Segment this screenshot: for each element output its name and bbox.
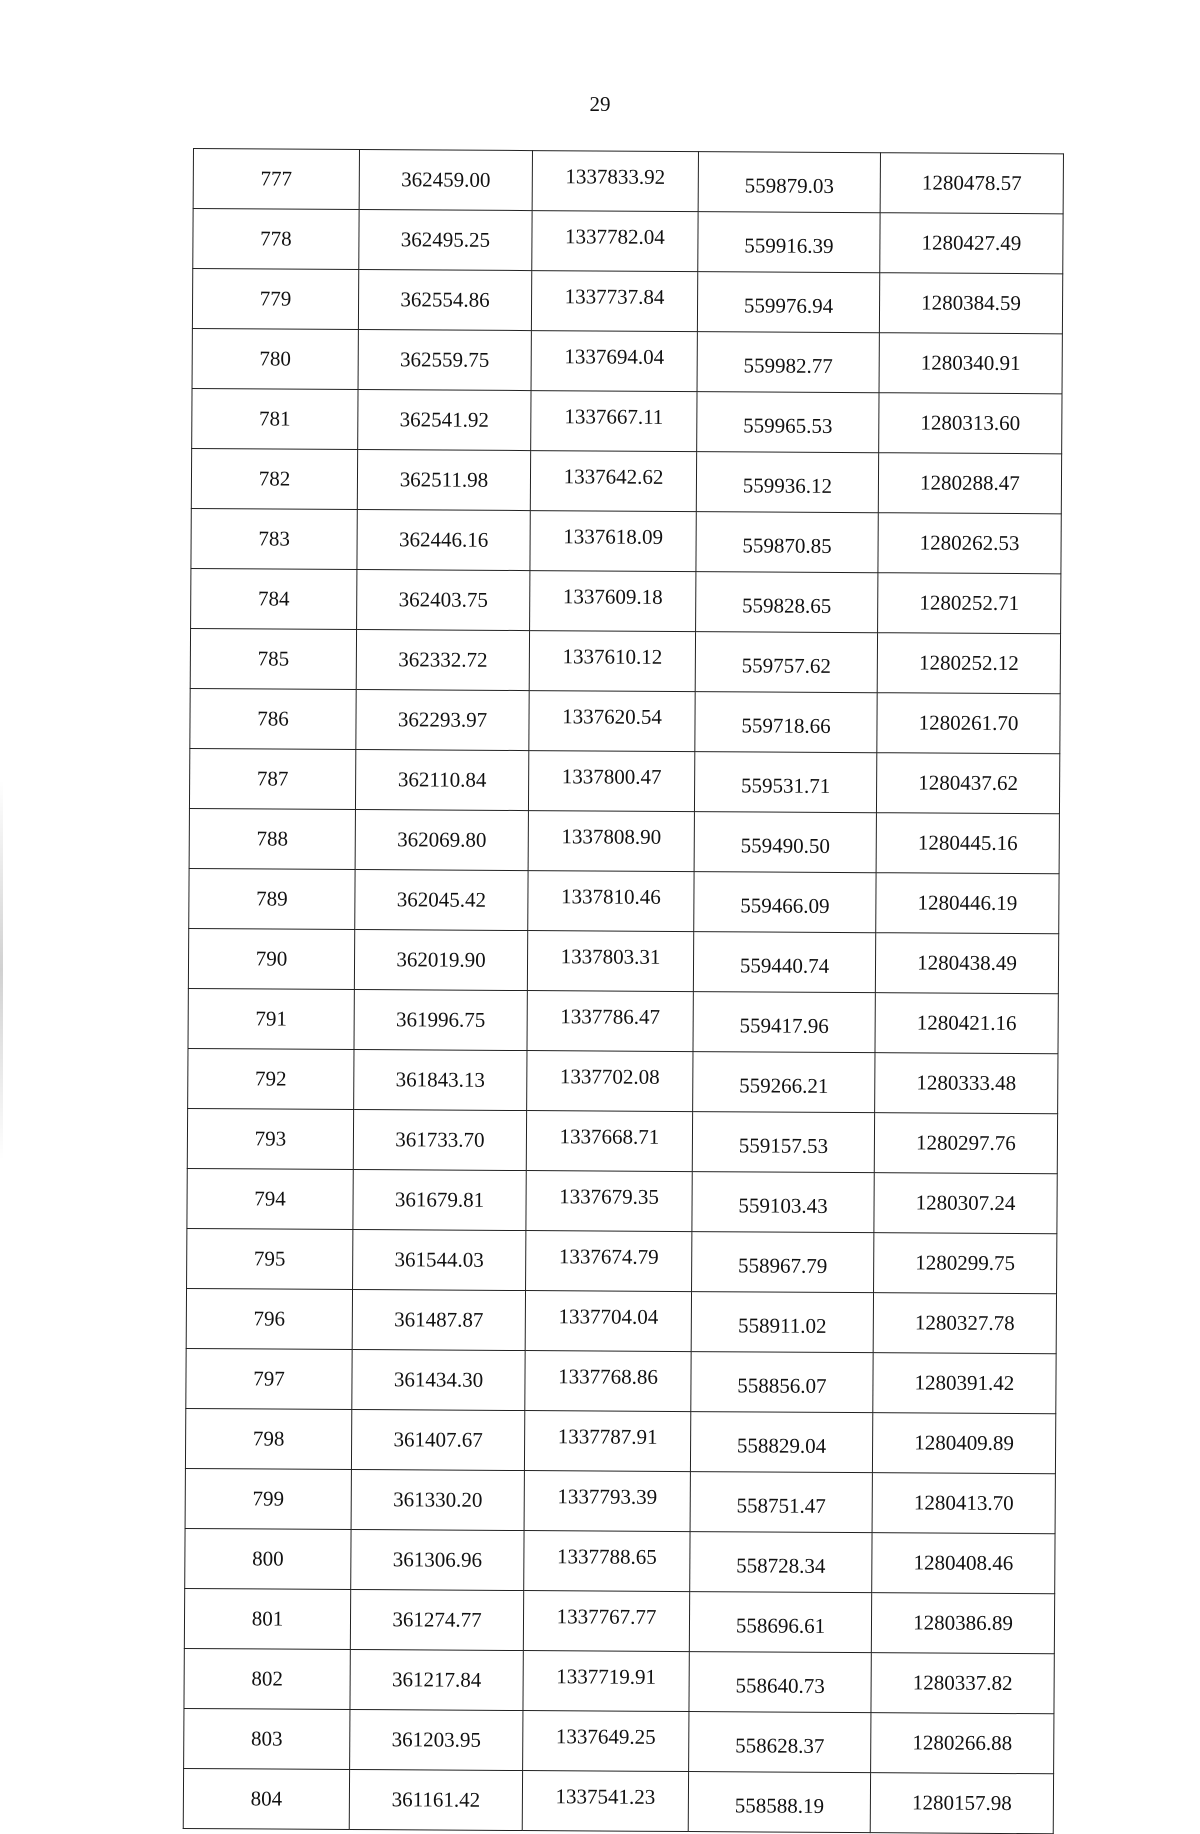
cell-point-number: 799 (185, 1468, 351, 1529)
table-row (188, 1048, 1058, 1113)
table-row (189, 808, 1059, 873)
cell-coord-x2: 559982.77 (697, 332, 879, 393)
cell-point-number: 785 (190, 628, 356, 689)
cell-coord-y1: 1337642.62 (530, 451, 696, 512)
table-row (184, 1648, 1054, 1713)
table-row (187, 1168, 1057, 1233)
cell-point-number: 791 (188, 988, 354, 1049)
cell-coord-y2: 1280445.16 (876, 813, 1059, 874)
cell-point-number: 784 (191, 568, 357, 629)
cell-point-number: 786 (190, 688, 356, 749)
cell-coord-y2: 1280337.82 (871, 1653, 1054, 1714)
cell-coord-x1: 362110.84 (355, 750, 528, 811)
table-row (185, 1528, 1055, 1593)
cell-point-number: 800 (185, 1528, 351, 1589)
cell-coord-x2: 559440.74 (693, 932, 875, 993)
table-row (193, 149, 1063, 214)
cell-coord-x2: 559936.12 (696, 452, 878, 513)
cell-coord-y2: 1280386.89 (871, 1593, 1054, 1654)
table-row (184, 1708, 1054, 1773)
cell-coord-y2: 1280261.70 (877, 693, 1060, 754)
cell-coord-x1: 361733.70 (353, 1109, 526, 1170)
cell-coord-x1: 362332.72 (356, 630, 529, 691)
page-number: 29 (589, 92, 611, 116)
cell-coord-x1: 361487.87 (352, 1289, 525, 1350)
cell-coord-y1: 1337719.91 (523, 1651, 689, 1712)
cell-coord-y2: 1280408.46 (872, 1533, 1055, 1594)
cell-coord-x1: 362541.92 (358, 390, 531, 451)
cell-point-number: 797 (186, 1348, 352, 1409)
cell-coord-y2: 1280409.89 (872, 1413, 1055, 1474)
cell-coord-x1: 362293.97 (356, 690, 529, 751)
cell-coord-x2: 558728.34 (690, 1532, 872, 1593)
table-row (185, 1468, 1055, 1533)
cell-coord-y1: 1337694.04 (531, 331, 697, 392)
table-row (189, 868, 1059, 933)
cell-coord-x2: 559879.03 (698, 152, 880, 213)
coordinates-table-body (183, 149, 1063, 1834)
cell-coord-y1: 1337793.39 (524, 1471, 690, 1532)
cell-coord-y1: 1337609.18 (530, 571, 696, 632)
table-row (184, 1588, 1054, 1653)
cell-coord-y2: 1280288.47 (878, 453, 1061, 514)
cell-coord-x1: 361407.67 (351, 1409, 524, 1470)
cell-coord-x1: 361274.77 (350, 1589, 523, 1650)
cell-coord-y2: 1280391.42 (873, 1353, 1056, 1414)
cell-coord-x1: 362019.90 (354, 930, 527, 991)
cell-coord-y2: 1280299.75 (874, 1233, 1057, 1294)
cell-coord-y2: 1280413.70 (872, 1473, 1055, 1534)
table-row (190, 688, 1060, 753)
cell-coord-y1: 1337667.11 (531, 391, 697, 452)
cell-point-number: 796 (186, 1288, 352, 1349)
cell-coord-y1: 1337737.84 (531, 271, 697, 332)
cell-coord-x1: 361679.81 (353, 1169, 526, 1230)
cell-coord-x2: 558696.61 (689, 1592, 871, 1653)
cell-coord-x2: 559976.94 (697, 272, 879, 333)
cell-coord-x1: 362045.42 (355, 870, 528, 931)
cell-coord-x2: 559757.62 (695, 632, 877, 693)
cell-coord-x2: 559157.53 (692, 1112, 874, 1173)
cell-coord-y1: 1337782.04 (532, 211, 698, 272)
cell-coord-x2: 559490.50 (694, 812, 876, 873)
cell-coord-y1: 1337618.09 (530, 511, 696, 572)
table-row (185, 1408, 1055, 1473)
cell-coord-y1: 1337767.77 (523, 1591, 689, 1652)
cell-coord-y2: 1280384.59 (879, 273, 1062, 334)
cell-coord-x1: 361306.96 (351, 1529, 524, 1590)
cell-coord-x2: 558829.04 (690, 1412, 872, 1473)
table-row (193, 209, 1063, 274)
coordinates-table (183, 148, 1064, 1834)
cell-point-number: 793 (187, 1108, 353, 1169)
table-row (190, 628, 1060, 693)
cell-point-number: 789 (189, 868, 355, 929)
cell-coord-x1: 361217.84 (350, 1649, 523, 1710)
cell-coord-y2: 1280157.98 (870, 1773, 1053, 1834)
cell-coord-x2: 559103.43 (692, 1172, 874, 1233)
cell-coord-x2: 559718.66 (695, 692, 877, 753)
cell-coord-x2: 558640.73 (689, 1652, 871, 1713)
cell-coord-y2: 1280427.49 (880, 213, 1063, 274)
cell-coord-y2: 1280313.60 (879, 393, 1062, 454)
cell-point-number: 782 (191, 448, 357, 509)
cell-point-number: 792 (188, 1048, 354, 1109)
cell-coord-y1: 1337787.91 (524, 1411, 690, 1472)
cell-coord-x2: 559417.96 (693, 992, 875, 1053)
table-row (187, 1228, 1057, 1293)
cell-coord-y1: 1337800.47 (528, 751, 694, 812)
cell-coord-x1: 362554.86 (358, 270, 531, 331)
cell-point-number: 788 (189, 808, 355, 869)
cell-point-number: 787 (189, 748, 355, 809)
cell-point-number: 801 (184, 1588, 350, 1649)
cell-coord-y1: 1337786.47 (527, 991, 693, 1052)
cell-coord-x2: 559266.21 (693, 1052, 875, 1113)
cell-coord-x1: 362511.98 (357, 450, 530, 511)
table-row (191, 508, 1061, 573)
cell-coord-y1: 1337610.12 (529, 631, 695, 692)
table-row (192, 269, 1062, 334)
cell-coord-x1: 361544.03 (353, 1229, 526, 1290)
cell-point-number: 777 (193, 149, 359, 210)
table-row (189, 748, 1059, 813)
cell-point-number: 781 (192, 388, 358, 449)
table-row (191, 448, 1061, 513)
cell-coord-y2: 1280252.71 (878, 573, 1061, 634)
scan-edge-shadow (0, 780, 3, 1160)
cell-coord-y1: 1337702.08 (527, 1051, 693, 1112)
cell-coord-x1: 361161.42 (349, 1769, 522, 1830)
table-row (188, 988, 1058, 1053)
cell-coord-x2: 559870.85 (696, 512, 878, 573)
table-row (191, 568, 1061, 633)
cell-point-number: 779 (192, 269, 358, 330)
cell-coord-x1: 362069.80 (355, 810, 528, 871)
cell-coord-y1: 1337620.54 (529, 691, 695, 752)
table-row (186, 1348, 1056, 1413)
cell-point-number: 780 (192, 328, 358, 389)
cell-coord-y2: 1280438.49 (875, 933, 1058, 994)
cell-coord-y1: 1337674.79 (526, 1231, 692, 1292)
cell-coord-x1: 361996.75 (354, 990, 527, 1051)
cell-coord-x2: 559916.39 (698, 212, 880, 273)
cell-coord-x1: 362559.75 (358, 330, 531, 391)
cell-point-number: 802 (184, 1648, 350, 1709)
table-row (186, 1288, 1056, 1353)
table-row (192, 328, 1062, 393)
cell-coord-x2: 559965.53 (697, 392, 879, 453)
cell-point-number: 778 (193, 209, 359, 270)
cell-coord-y2: 1280297.76 (874, 1113, 1057, 1174)
table-row (188, 928, 1058, 993)
cell-coord-x1: 362495.25 (359, 210, 532, 271)
cell-coord-y2: 1280266.88 (871, 1713, 1054, 1774)
cell-coord-x2: 558628.37 (689, 1712, 871, 1773)
cell-point-number: 803 (184, 1708, 350, 1769)
cell-coord-y1: 1337704.04 (525, 1291, 691, 1352)
cell-coord-x1: 361330.20 (351, 1469, 524, 1530)
cell-coord-y1: 1337833.92 (532, 151, 698, 212)
cell-coord-x2: 558751.47 (690, 1472, 872, 1533)
cell-coord-y1: 1337810.46 (528, 871, 694, 932)
cell-coord-x1: 362403.75 (357, 570, 530, 631)
cell-coord-x2: 559531.71 (694, 752, 876, 813)
cell-point-number: 790 (188, 928, 354, 989)
cell-coord-y2: 1280421.16 (875, 993, 1058, 1054)
table-row (183, 1768, 1053, 1833)
cell-point-number: 798 (185, 1408, 351, 1469)
cell-coord-y1: 1337788.65 (524, 1531, 690, 1592)
cell-coord-y2: 1280252.12 (877, 633, 1060, 694)
cell-coord-y2: 1280446.19 (876, 873, 1059, 934)
cell-point-number: 783 (191, 508, 357, 569)
cell-coord-x2: 558911.02 (691, 1292, 873, 1353)
cell-coord-y1: 1337808.90 (528, 811, 694, 872)
cell-coord-y1: 1337679.35 (526, 1171, 692, 1232)
cell-coord-x1: 362459.00 (359, 150, 532, 211)
cell-coord-y1: 1337768.86 (525, 1351, 691, 1412)
cell-coord-x2: 558856.07 (691, 1352, 873, 1413)
cell-coord-x2: 559828.65 (696, 572, 878, 633)
cell-coord-y2: 1280333.48 (875, 1053, 1058, 1114)
cell-point-number: 795 (187, 1228, 353, 1289)
cell-coord-y2: 1280478.57 (880, 153, 1063, 214)
cell-coord-x1: 361434.30 (352, 1349, 525, 1410)
cell-point-number: 804 (183, 1768, 349, 1829)
cell-coord-y2: 1280307.24 (874, 1173, 1057, 1234)
cell-coord-x2: 558588.19 (688, 1772, 870, 1833)
cell-coord-y2: 1280327.78 (873, 1293, 1056, 1354)
cell-coord-y1: 1337668.71 (526, 1111, 692, 1172)
cell-coord-y2: 1280262.53 (878, 513, 1061, 574)
cell-coord-y2: 1280437.62 (876, 753, 1059, 814)
cell-coord-x1: 361203.95 (350, 1709, 523, 1770)
cell-coord-x2: 559466.09 (694, 872, 876, 933)
table-row (192, 388, 1062, 453)
cell-coord-y1: 1337649.25 (523, 1711, 689, 1772)
table-row (187, 1108, 1057, 1173)
cell-coord-x1: 362446.16 (357, 510, 530, 571)
cell-coord-y1: 1337541.23 (522, 1771, 688, 1832)
cell-coord-y2: 1280340.91 (879, 333, 1062, 394)
cell-coord-x1: 361843.13 (354, 1050, 527, 1111)
cell-coord-x2: 558967.79 (692, 1232, 874, 1293)
cell-coord-y1: 1337803.31 (527, 931, 693, 992)
cell-point-number: 794 (187, 1168, 353, 1229)
